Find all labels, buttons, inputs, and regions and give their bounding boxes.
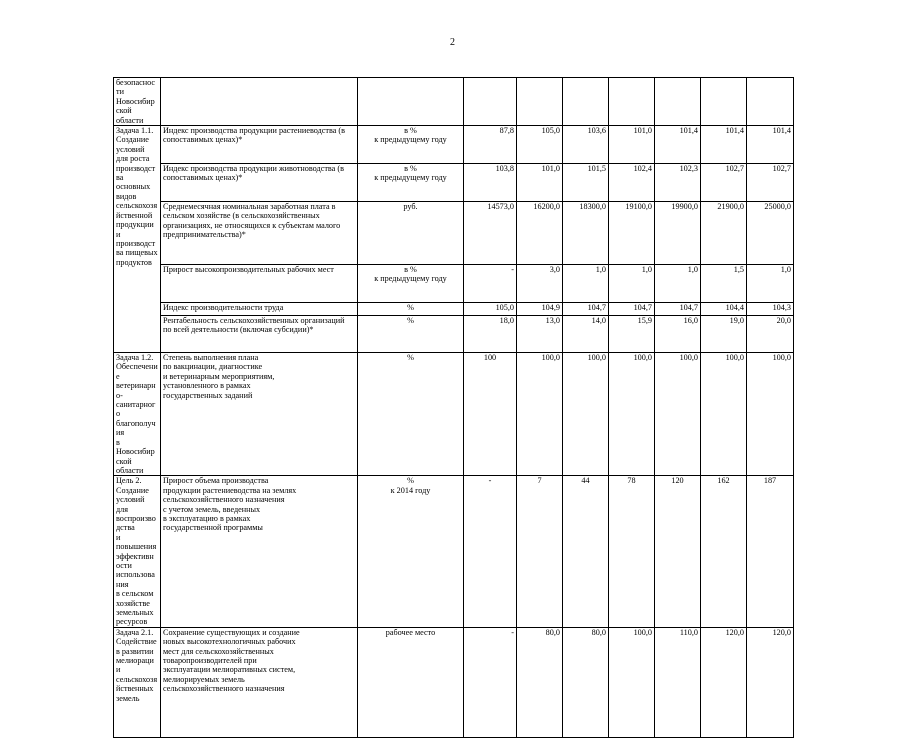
value-cell: 104,7 bbox=[563, 303, 609, 316]
value-cell: - bbox=[464, 265, 517, 303]
value-cell: 104,4 bbox=[701, 303, 747, 316]
value-cell: 101,4 bbox=[701, 126, 747, 164]
table-row bbox=[114, 78, 794, 126]
value-cell: 100,0 bbox=[517, 353, 563, 476]
unit-cell bbox=[358, 78, 464, 126]
value-cell: 104,3 bbox=[747, 303, 794, 316]
value-cell: 120,0 bbox=[747, 627, 794, 737]
value-cell bbox=[563, 78, 609, 126]
value-cell: 101,4 bbox=[655, 126, 701, 164]
value-cell bbox=[464, 78, 517, 126]
table-row bbox=[114, 126, 794, 164]
value-cell: 120 bbox=[655, 476, 701, 628]
value-cell: 120,0 bbox=[701, 627, 747, 737]
value-cell: 102,7 bbox=[701, 164, 747, 202]
value-cell: 100,0 bbox=[563, 353, 609, 476]
value-cell: 100 bbox=[464, 353, 517, 476]
table-row bbox=[114, 627, 794, 737]
task-cell: Задача 1.2. Обеспечение ветеринарно-санитарного благополучия в Новосибирской области bbox=[114, 353, 161, 476]
unit-cell: в % к предыдущему году bbox=[358, 265, 464, 303]
value-cell bbox=[747, 78, 794, 126]
value-cell: 100,0 bbox=[609, 627, 655, 737]
table-row bbox=[114, 353, 794, 476]
value-cell: 16200,0 bbox=[517, 202, 563, 265]
value-cell: 101,0 bbox=[609, 126, 655, 164]
table-row bbox=[114, 316, 794, 353]
value-cell: 104,7 bbox=[655, 303, 701, 316]
unit-cell: в % к предыдущему году bbox=[358, 126, 464, 164]
table-row bbox=[114, 303, 794, 316]
value-cell: 187 bbox=[747, 476, 794, 628]
indicator-cell: Прирост высокопроизводительных рабочих мест bbox=[161, 265, 358, 303]
indicator-cell: Рентабельность сельскохозяйственных организаций по всей деятельности (включая субсидии)* bbox=[161, 316, 358, 353]
table-row bbox=[114, 164, 794, 202]
value-cell bbox=[701, 78, 747, 126]
value-cell: 101,0 bbox=[517, 164, 563, 202]
value-cell: 80,0 bbox=[563, 627, 609, 737]
value-cell: 14573,0 bbox=[464, 202, 517, 265]
value-cell bbox=[609, 78, 655, 126]
value-cell: 102,4 bbox=[609, 164, 655, 202]
value-cell: 100,0 bbox=[609, 353, 655, 476]
value-cell: 19100,0 bbox=[609, 202, 655, 265]
value-cell: 18,0 bbox=[464, 316, 517, 353]
value-cell: 19900,0 bbox=[655, 202, 701, 265]
indicator-cell: Индекс производства продукции животноводства (в сопоставимых ценах)* bbox=[161, 164, 358, 202]
value-cell: 103,8 bbox=[464, 164, 517, 202]
indicator-cell: Сохранение существующих и создание новых высокотехнологичных рабочих мест для сельскохозяйственных товаропроизводителей при эксплуатации мелиоративных систем, мелиорируемых земель сельскохозяйственного назначения bbox=[161, 627, 358, 737]
value-cell: 1,0 bbox=[609, 265, 655, 303]
value-cell: 105,0 bbox=[517, 126, 563, 164]
value-cell: 102,3 bbox=[655, 164, 701, 202]
value-cell: 25000,0 bbox=[747, 202, 794, 265]
unit-cell: % bbox=[358, 316, 464, 353]
value-cell: 15,9 bbox=[609, 316, 655, 353]
task-cell: Задача 2.1. Содействие в развитии мелиорации сельскохозяйственных земель bbox=[114, 627, 161, 737]
indicators-table bbox=[113, 77, 794, 738]
indicator-cell: Индекс производительности труда bbox=[161, 303, 358, 316]
value-cell: 14,0 bbox=[563, 316, 609, 353]
value-cell: 102,7 bbox=[747, 164, 794, 202]
indicator-cell: Степень выполнения плана по вакцинации, диагностике и ветеринарным мероприятиям, установленного в рамках государственных заданий bbox=[161, 353, 358, 476]
value-cell: - bbox=[464, 476, 517, 628]
value-cell: 13,0 bbox=[517, 316, 563, 353]
value-cell: 103,6 bbox=[563, 126, 609, 164]
task-cell: Цель 2. Создание условий для воспроизводства и повышения эффективности использования в сельском хозяйстве земельных ресурсов bbox=[114, 476, 161, 628]
value-cell: 104,9 bbox=[517, 303, 563, 316]
value-cell: 20,0 bbox=[747, 316, 794, 353]
table-row bbox=[114, 202, 794, 265]
value-cell: 162 bbox=[701, 476, 747, 628]
indicator-cell: Индекс производства продукции растениеводства (в сопоставимых ценах)* bbox=[161, 126, 358, 164]
value-cell: 110,0 bbox=[655, 627, 701, 737]
table-row bbox=[114, 476, 794, 628]
unit-cell: % к 2014 году bbox=[358, 476, 464, 628]
value-cell: 100,0 bbox=[655, 353, 701, 476]
value-cell: 19,0 bbox=[701, 316, 747, 353]
value-cell: 105,0 bbox=[464, 303, 517, 316]
unit-cell: в % к предыдущему году bbox=[358, 164, 464, 202]
value-cell: 3,0 bbox=[517, 265, 563, 303]
unit-cell: рабочее место bbox=[358, 627, 464, 737]
value-cell: 16,0 bbox=[655, 316, 701, 353]
indicator-cell: Среднемесячная номинальная заработная плата в сельском хозяйстве (в сельскохозяйственных организациях, не относящихся к субъектам малого предпринимательства)* bbox=[161, 202, 358, 265]
indicator-cell bbox=[161, 78, 358, 126]
value-cell: 21900,0 bbox=[701, 202, 747, 265]
value-cell: 7 bbox=[517, 476, 563, 628]
unit-cell: руб. bbox=[358, 202, 464, 265]
value-cell bbox=[517, 78, 563, 126]
value-cell: 1,0 bbox=[655, 265, 701, 303]
value-cell: 100,0 bbox=[747, 353, 794, 476]
value-cell: 100,0 bbox=[701, 353, 747, 476]
task-cell: Задача 1.1. Создание условий для роста производства основных видов сельскохозяйственной продукции и производства пищевых продуктов bbox=[114, 126, 161, 353]
value-cell: 104,7 bbox=[609, 303, 655, 316]
value-cell: 101,4 bbox=[747, 126, 794, 164]
table-row bbox=[114, 265, 794, 303]
unit-cell: % bbox=[358, 353, 464, 476]
value-cell: 44 bbox=[563, 476, 609, 628]
unit-cell: % bbox=[358, 303, 464, 316]
value-cell: 80,0 bbox=[517, 627, 563, 737]
value-cell: 1,0 bbox=[563, 265, 609, 303]
value-cell: 87,8 bbox=[464, 126, 517, 164]
value-cell: 78 bbox=[609, 476, 655, 628]
task-cell: безопасности Новосибирской области bbox=[114, 78, 161, 126]
indicator-cell: Прирост объема производства продукции растениеводства на землях сельскохозяйственного назначения с учетом земель, введенных в эксплуатацию в рамках государственной программы bbox=[161, 476, 358, 628]
value-cell: 1,5 bbox=[701, 265, 747, 303]
page-number: 2 bbox=[450, 37, 455, 48]
value-cell: 1,0 bbox=[747, 265, 794, 303]
value-cell bbox=[655, 78, 701, 126]
value-cell: 18300,0 bbox=[563, 202, 609, 265]
value-cell: - bbox=[464, 627, 517, 737]
value-cell: 101,5 bbox=[563, 164, 609, 202]
